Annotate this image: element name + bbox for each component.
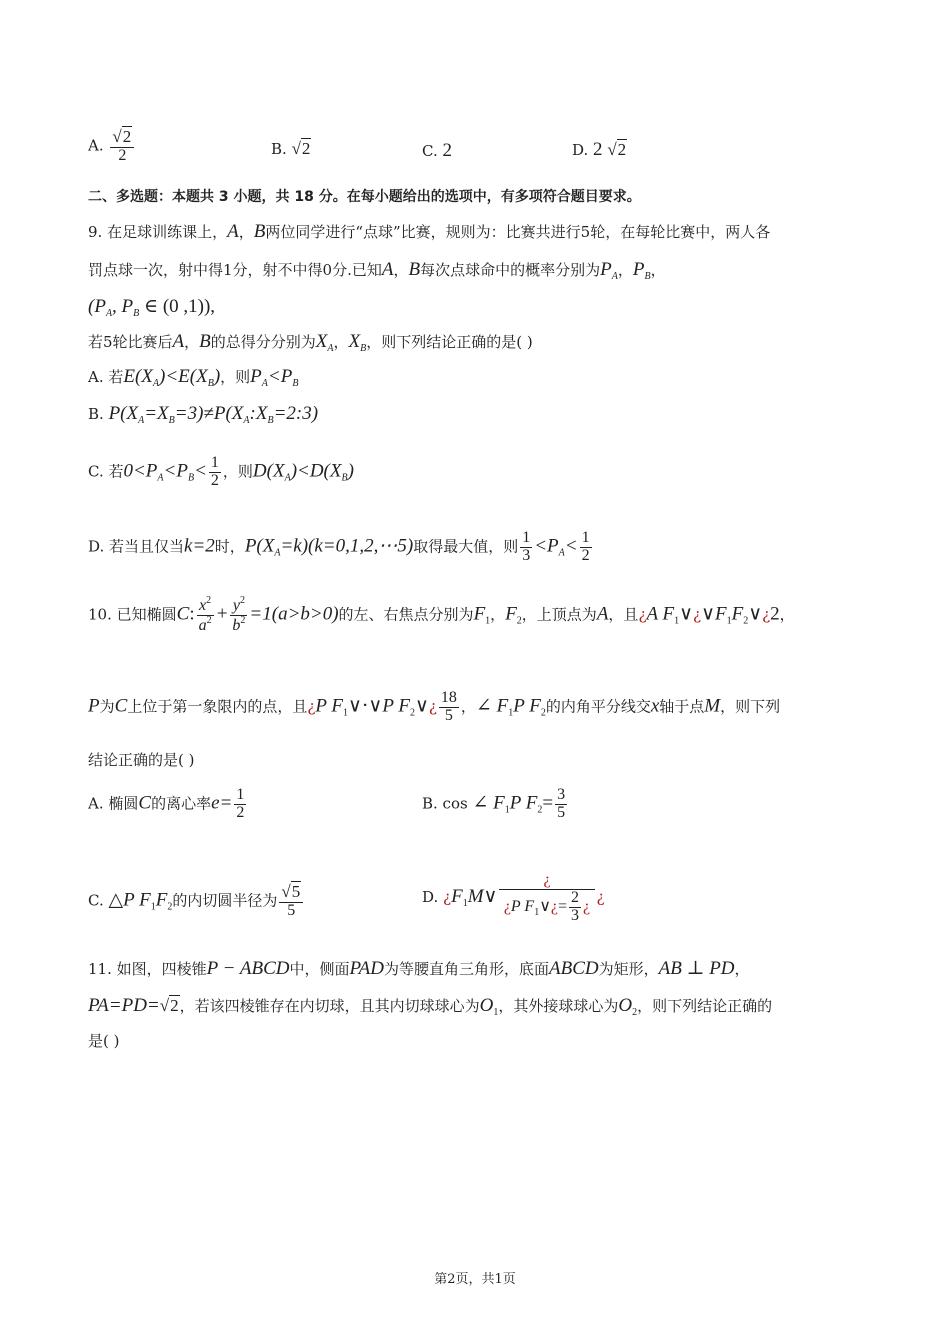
q11-line-2	[88, 995, 772, 1019]
text: ，	[617, 261, 633, 279]
text: ，	[650, 261, 666, 279]
subscript: A	[274, 547, 281, 559]
garbled-char: ¿	[762, 605, 771, 624]
text: ，则	[222, 462, 253, 481]
garbled-char: ¿	[428, 697, 437, 716]
var: x	[650, 695, 660, 717]
expr: AB ⊥ PD	[658, 958, 735, 979]
var: X	[315, 331, 328, 352]
sqrt-symbol: √2	[112, 127, 132, 146]
expr: P F	[510, 897, 535, 915]
q9-line-3	[88, 296, 215, 320]
expr: D(X	[252, 460, 285, 482]
subscript: 2	[743, 615, 749, 627]
subscript: B	[267, 415, 274, 426]
q8-option-c	[422, 140, 452, 163]
sqrt-symbol: √2	[291, 139, 311, 158]
text: 10. 已知椭圆	[88, 605, 177, 624]
option-label: B.	[88, 405, 104, 423]
text: ，	[490, 605, 506, 624]
subscript: 2	[516, 615, 522, 627]
subscript: B	[187, 472, 195, 484]
q10-option-d	[422, 872, 605, 924]
option-label: D.	[422, 888, 439, 907]
text: 11. 如图，四棱锥	[88, 960, 207, 978]
numerator: 1	[522, 529, 531, 546]
q8-option-b	[271, 139, 311, 159]
var: B	[408, 259, 421, 280]
text: 的内切圆半径为	[172, 891, 278, 910]
radicand: 2	[170, 996, 179, 1015]
expr: =3)≠P(X	[174, 403, 244, 424]
denominator: 5	[557, 803, 566, 821]
subscript: 1	[150, 901, 156, 913]
var: O	[479, 995, 494, 1016]
var: C	[114, 695, 128, 717]
expr: A F	[646, 603, 675, 625]
expr: <	[194, 460, 207, 482]
text: 上位于第一象限内的点，且	[127, 697, 308, 716]
text: 取得最大值，则	[413, 537, 519, 556]
var: A	[227, 221, 239, 242]
subscript: B	[168, 415, 175, 426]
fraction	[520, 530, 532, 565]
q9-option-d	[88, 530, 594, 565]
text: 轴于点	[659, 697, 705, 716]
text: ，	[333, 333, 349, 351]
subscript: 1	[674, 615, 680, 627]
text: 若5轮比赛后	[88, 333, 173, 351]
garbled-char: ¿	[550, 897, 559, 915]
text: 9. 在足球训练课上，	[88, 223, 228, 241]
option-label: C. 若	[88, 462, 124, 481]
section-heading: 二、多选题：本题共 3 小题，共 18 分。在每小题给出的选项中，有多项符合题目要求。	[88, 189, 641, 205]
expr: )	[347, 460, 354, 482]
expr: E(X	[123, 366, 153, 387]
text: ，	[460, 697, 476, 716]
subscript: 1	[493, 1007, 499, 1018]
expr: =2:3)	[273, 403, 319, 424]
subscript: 1	[504, 804, 510, 816]
q10-line-3: 结论正确的是( )	[88, 751, 195, 769]
radicand: 5	[291, 882, 301, 901]
option-label: A.	[88, 136, 104, 155]
q11-line-3: 是( )	[88, 1032, 120, 1050]
q10-line-2	[88, 690, 780, 725]
expr: ∨	[748, 603, 763, 625]
expr: F	[451, 886, 463, 908]
text: ，	[779, 605, 795, 624]
expr: ∨	[414, 695, 429, 717]
subscript: A	[243, 415, 250, 426]
fraction	[209, 455, 221, 490]
text: 每次点球命中的概率分别为	[420, 261, 601, 279]
option-label: D.	[572, 141, 589, 159]
expr: =k)(k=0,1,2,⋯5)	[280, 535, 414, 557]
var: B	[253, 221, 266, 242]
var: C	[138, 792, 152, 814]
text: 中，侧面	[289, 960, 350, 978]
denominator: 2	[210, 471, 219, 489]
text: 的内角平分线交	[545, 697, 651, 716]
expr: =	[558, 897, 568, 915]
garbled-char: ¿	[503, 897, 511, 915]
page-footer: 第2页，共1页	[434, 1272, 516, 1287]
numerator: 1	[581, 529, 590, 546]
radicand: 2	[122, 127, 132, 146]
expr: )<E(X	[159, 366, 208, 387]
var: A	[381, 259, 394, 280]
denominator: 2	[118, 146, 127, 164]
option-label: B.	[271, 140, 287, 158]
radicand: 2	[301, 139, 311, 158]
expr: k=2	[184, 535, 215, 557]
q10-option-b	[422, 787, 569, 822]
q10-option-c	[88, 883, 305, 920]
expr: 0<P	[123, 460, 158, 482]
text: 两位同学进行“点球”比赛，规则为：比赛共进行5轮，在每轮比赛中，两人各	[265, 223, 771, 241]
text: 的离心率	[151, 794, 212, 813]
text: ，则下列	[720, 697, 781, 716]
denominator: 3	[571, 906, 580, 924]
var: A	[172, 331, 185, 352]
subscript: B	[644, 271, 651, 282]
subscript: 2	[167, 901, 173, 913]
q9-line-4	[88, 331, 533, 355]
q11-line-1	[88, 958, 750, 981]
subscript: 1	[485, 615, 491, 627]
expr: ∨	[679, 603, 694, 625]
subscript: 2	[632, 1007, 638, 1018]
garbled-char: ¿	[583, 897, 591, 915]
expr: , P	[112, 296, 134, 317]
q10-line-1	[88, 596, 795, 635]
fraction	[230, 596, 247, 635]
var: C	[176, 603, 190, 625]
superscript: 2	[206, 614, 212, 626]
superscript: 2	[239, 595, 245, 606]
fraction	[197, 596, 214, 635]
expr: △P F	[108, 889, 151, 911]
text: ，且	[608, 605, 639, 624]
denominator: 5	[287, 901, 296, 919]
subscript: A	[157, 472, 164, 484]
var: A	[596, 603, 609, 625]
expr: M∨	[467, 886, 498, 908]
denominator: b	[232, 616, 241, 634]
expr: <P	[534, 535, 559, 557]
radicand: 2	[617, 140, 627, 159]
q9-line-1	[88, 221, 770, 244]
garbled-char: ¿	[307, 697, 316, 716]
q9-option-b	[88, 403, 318, 427]
expr: P − ABCD	[206, 958, 290, 979]
text: ，则下列结论正确的是( )	[366, 333, 533, 351]
option-label: C.	[422, 142, 438, 160]
denominator: a	[198, 616, 207, 634]
option-value: 2	[442, 140, 452, 161]
denominator: 3	[522, 546, 531, 564]
text: ，	[393, 261, 409, 279]
text: 的总得分分别为	[210, 333, 316, 351]
numerator: x	[199, 597, 207, 614]
q10-option-a	[88, 787, 248, 822]
expr: 2	[770, 603, 780, 625]
expr: :	[189, 603, 195, 625]
subscript: A	[152, 378, 160, 389]
text: ，	[184, 333, 200, 351]
expr: ∠ F	[472, 792, 505, 814]
text: 为矩形，	[598, 960, 659, 978]
fraction	[279, 883, 303, 920]
subscript: 1	[508, 707, 514, 719]
text: ，则	[220, 368, 251, 386]
q8-option-a	[88, 128, 136, 165]
subscript: A	[284, 472, 291, 484]
numerator: 1	[210, 454, 219, 471]
expr: P(X	[108, 403, 139, 424]
coefficient: 2	[593, 139, 603, 160]
expr: PA=PD=	[88, 995, 160, 1016]
superscript: 2	[240, 614, 246, 626]
var: X	[348, 331, 361, 352]
expr: P F	[509, 792, 538, 814]
subscript: A	[327, 343, 334, 354]
superscript: 2	[206, 595, 212, 606]
q9-line-2	[88, 259, 666, 283]
var: P	[600, 259, 612, 280]
expr: ABCD	[549, 958, 599, 979]
subscript: B	[341, 472, 348, 484]
sqrt-symbol: √2	[159, 996, 179, 1015]
numerator: 3	[557, 786, 566, 803]
expr: )<D(X	[290, 460, 342, 482]
subscript: B	[207, 378, 214, 389]
subscript: A	[105, 308, 113, 319]
expr: )	[213, 366, 221, 387]
text: ，其外接球球心为	[498, 997, 619, 1015]
fraction	[499, 872, 594, 924]
expr: +	[215, 603, 229, 625]
garbled-char: ¿	[443, 888, 452, 907]
garbled-char: ¿	[693, 605, 702, 624]
expr: F	[731, 603, 744, 625]
subscript: B	[133, 308, 140, 319]
fraction	[555, 787, 567, 822]
var: O	[618, 995, 633, 1016]
text: 时，	[214, 537, 245, 556]
fraction	[439, 690, 459, 725]
text: 为	[99, 697, 115, 716]
subscript: 2	[537, 804, 543, 816]
expr: <P	[267, 366, 293, 387]
fraction	[234, 787, 246, 822]
text: ，若该四棱锥存在内切球，且其内切球球心为	[179, 997, 480, 1015]
expr: ∠ F	[475, 695, 509, 717]
expr: PAD	[349, 958, 384, 979]
fraction	[569, 890, 581, 925]
subscript: 1	[343, 707, 348, 719]
expr: F	[155, 889, 168, 911]
subscript: 1	[534, 906, 540, 918]
subscript: A	[558, 547, 565, 559]
var: M	[704, 695, 721, 717]
expr: P(X	[244, 535, 275, 557]
denominator: 2	[581, 546, 590, 564]
sqrt-symbol: √5	[281, 882, 301, 901]
fraction	[110, 128, 134, 165]
expr: <	[564, 535, 578, 557]
subscript: A	[261, 378, 268, 389]
garbled-char: ¿	[596, 888, 605, 907]
text: 的左、右焦点分别为	[338, 605, 474, 624]
expr: =	[542, 792, 554, 814]
q8-option-d	[572, 139, 627, 162]
expr: P F	[315, 695, 343, 717]
denominator: 5	[444, 706, 453, 724]
subscript: A	[138, 415, 145, 426]
subscript: B	[292, 378, 299, 389]
option-label: C.	[88, 891, 104, 910]
var: F	[473, 603, 486, 625]
numerator: 18	[440, 689, 457, 706]
var: F	[505, 603, 517, 625]
option-label: B. cos	[422, 794, 468, 813]
expr: P F	[513, 695, 541, 717]
expr: (P	[88, 296, 106, 317]
expr: ∈ (0 ,1)),	[139, 296, 216, 317]
option-label: A. 椭圆	[88, 794, 139, 813]
subscript: B	[360, 343, 367, 354]
var: P	[632, 259, 645, 280]
fraction	[580, 530, 592, 565]
sqrt-symbol: √2	[607, 140, 627, 159]
subscript: 1	[462, 898, 468, 910]
numerator: 2	[571, 888, 580, 906]
q9-option-c	[88, 455, 354, 490]
text: 罚点球一次，射中得1分，射不中得0分.已知	[88, 261, 382, 279]
q9-option-a	[88, 366, 298, 390]
option-label: A. 若	[88, 368, 124, 386]
expr: ∨F	[701, 603, 727, 625]
text: ，	[734, 960, 750, 978]
text: ，上顶点为	[521, 605, 597, 624]
subscript: 1	[726, 615, 732, 627]
var: P	[88, 695, 100, 717]
expr: P	[250, 366, 262, 387]
text: ，则下列结论正确的	[637, 997, 773, 1015]
subscript: 2	[540, 707, 546, 719]
option-label: D. 若当且仅当	[88, 537, 185, 556]
expr: ∨⋅∨P F	[348, 695, 410, 717]
expr: ∨	[539, 897, 551, 915]
expr: <P	[163, 460, 188, 482]
subscript: 2	[409, 707, 415, 719]
expr: :X	[249, 403, 268, 424]
numerator: 1	[236, 786, 245, 803]
numerator: y	[232, 597, 240, 614]
expr: =1(a>b>0)	[249, 603, 339, 625]
text: ，	[238, 223, 254, 241]
garbled-char: ¿	[638, 605, 647, 624]
text: 为等腰直角三角形，底面	[383, 960, 549, 978]
denominator: 2	[236, 803, 245, 821]
expr: =X	[144, 403, 169, 424]
var: B	[199, 331, 211, 352]
subscript: A	[611, 271, 618, 282]
expr: e=	[211, 792, 233, 814]
numerator: ¿	[499, 872, 594, 890]
